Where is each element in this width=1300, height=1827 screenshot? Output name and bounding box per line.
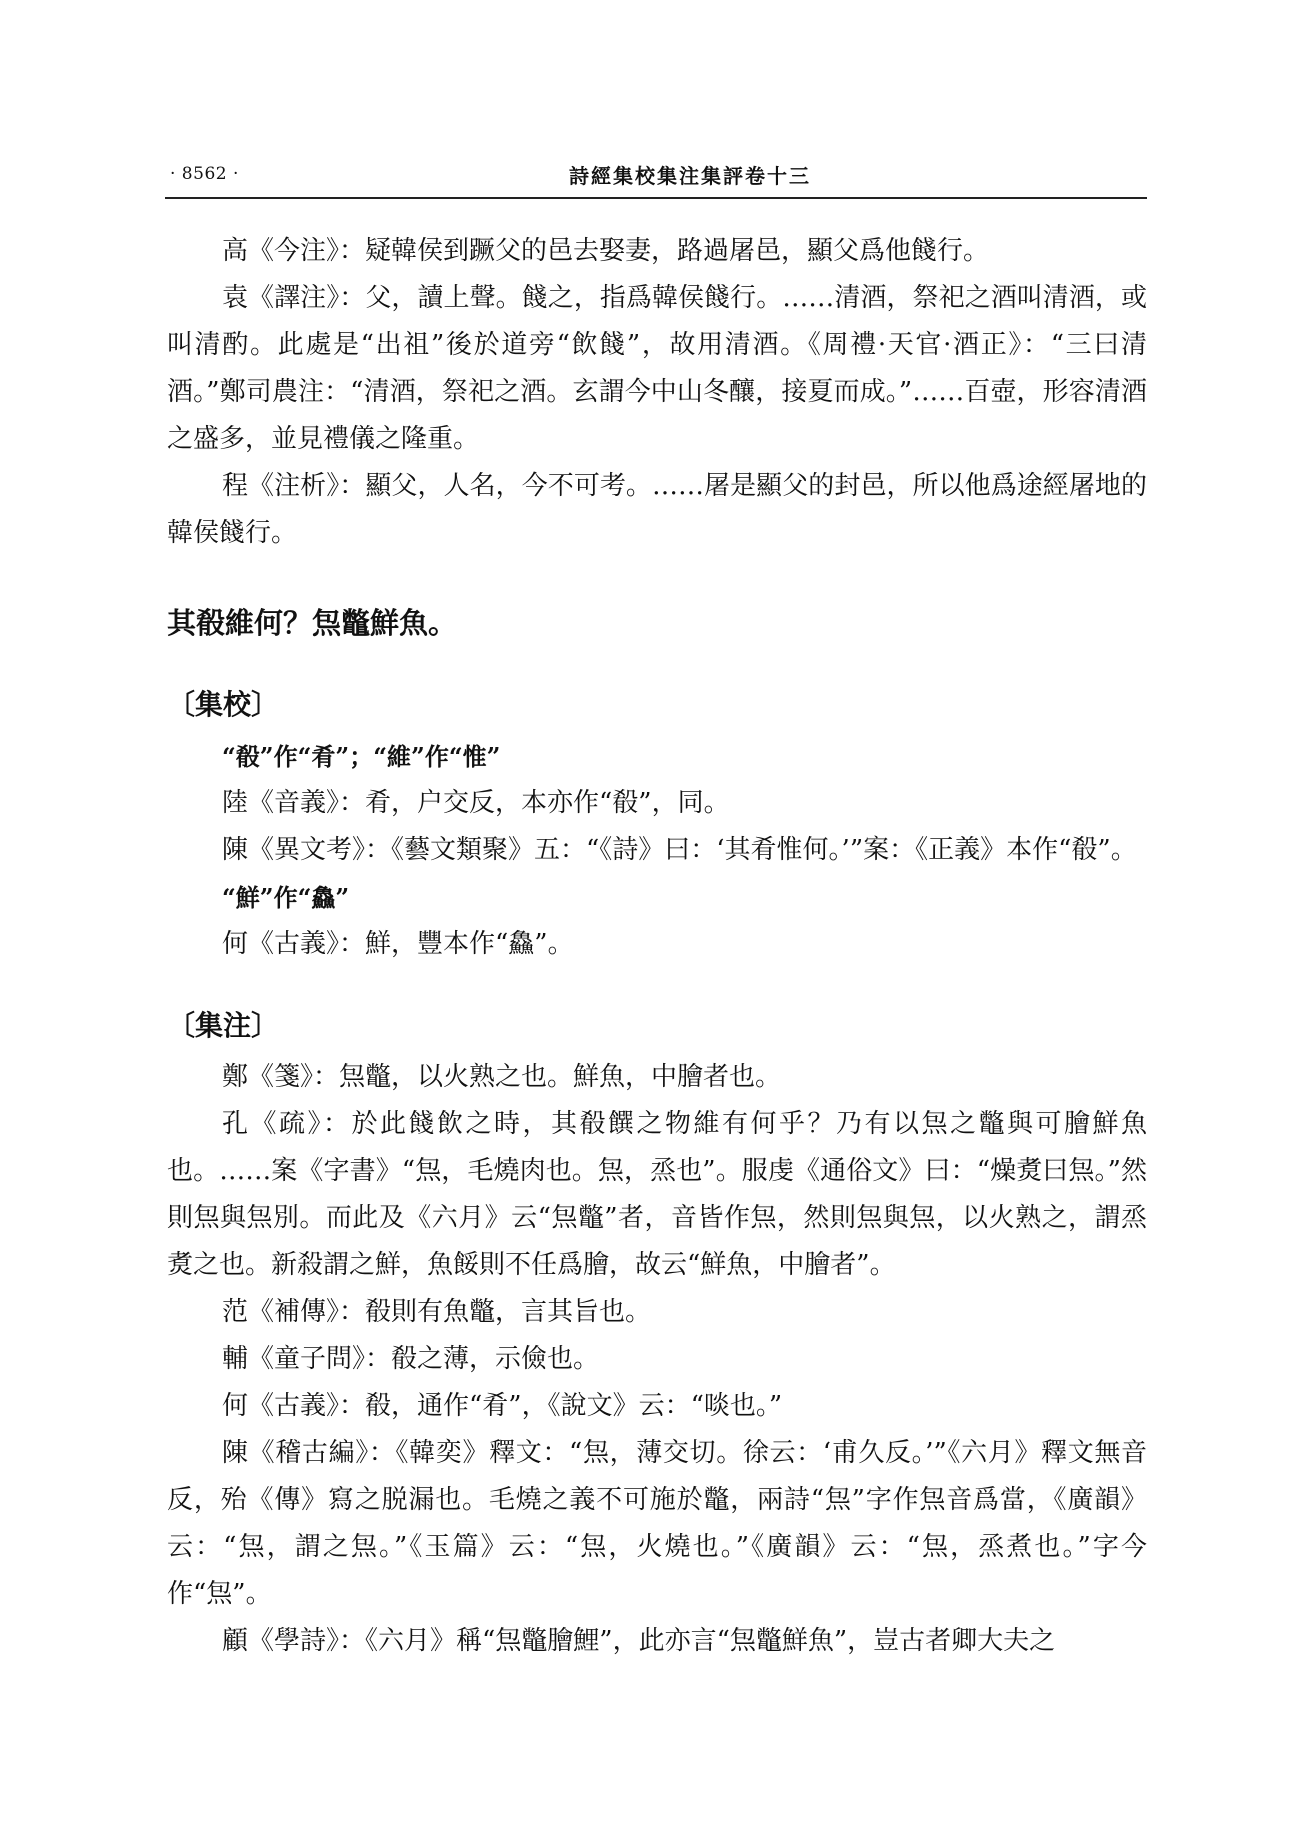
collation-paragraph: 陸《音義》：肴，户交反，本亦作“殽”，同。 — [222, 788, 730, 818]
page-number: · 8562 · — [170, 164, 239, 184]
collation-paragraph: 陳《異文考》：《藝文類聚》五：“《詩》曰：‘其肴惟何。’”案：《正義》本作“殽”。 — [222, 835, 1137, 865]
commentary-paragraph: 孔《疏》：於此餞飲之時，其殽饌之物維有何乎？乃有以炰之鼈與可膾鮮魚也。……案《字書》“炰，毛燒肉也。炰，烝也”。服虔《通俗文》曰：“燥煑曰炰。”然則炰與炰別。而此及《六月》云“炰鼈”者，音皆作炰，然則炰與炰，以火熟之，謂烝煑之也。新殺謂之鮮，魚餒則不任爲膾，故云“鮮魚，中膾者”。 — [167, 1109, 1147, 1280]
section-title-jixiao: 〔集校〕 — [167, 688, 280, 721]
commentary-paragraph: 鄭《箋》：炰鼈，以火熟之也。鮮魚，中膾者也。 — [222, 1062, 782, 1092]
header-rule — [165, 197, 1147, 199]
page-header — [170, 160, 1147, 196]
section-title-jizhu: 〔集注〕 — [167, 1009, 280, 1042]
body-text — [167, 228, 1147, 1665]
collation-paragraph: 何《古義》：鮮，豐本作“鱻”。 — [222, 929, 574, 959]
commentary-paragraph: 輔《童子問》：殽之薄，示儉也。 — [222, 1344, 600, 1374]
intro-paragraph: 高《今注》：疑韓侯到蹶父的邑去娶妻，路過屠邑，顯父爲他餞行。 — [222, 236, 990, 266]
intro-paragraph: 袁《譯注》：父，讀上聲。餞之，指爲韓侯餞行。……清酒，祭祀之酒叫清酒，或叫清酌。此處是“出祖”後於道旁“飲餞”，故用清酒。《周禮·天官·酒正》：“三曰清酒。”鄭司農注：“清酒，祭祀之酒。玄謂今中山冬釀，接夏而成。”……百壺，形容清酒之盛多，並見禮儀之隆重。 — [167, 283, 1147, 454]
commentary-paragraph: 范《補傳》：殽則有魚鼈，言其旨也。 — [222, 1297, 652, 1327]
collation-heading: “殽”作“肴”；“維”作“惟” — [222, 742, 501, 771]
verse-heading: 其殽維何？炰鼈鮮魚。 — [167, 606, 458, 640]
running-title: 詩經集校集注集評卷十三 — [569, 164, 811, 188]
commentary-paragraph: 陳《稽古編》：《韓奕》釋文：“炰，薄交切。徐云：‘甫久反。’”《六月》釋文無音反，殆《傳》寫之脱漏也。毛燒之義不可施於鼈，兩詩“炰”字作炰音爲當，《廣韻》云：“炰，謂之炰。”《玉篇》云：“炰，火燒也。”《廣韻》云：“炰，烝煮也。”字今作“炰”。 — [167, 1438, 1147, 1609]
commentary-paragraph: 何《古義》：殽，通作“肴”，《說文》云：“啖也。” — [222, 1391, 783, 1421]
commentary-paragraph: 顧《學詩》：《六月》稱“炰鼈膾鯉”，此亦言“炰鼈鮮魚”，豈古者卿大夫之 — [222, 1626, 1056, 1656]
intro-paragraph: 程《注析》：顯父，人名，今不可考。……屠是顯父的封邑，所以他爲途經屠地的韓侯餞行。 — [167, 471, 1147, 548]
collation-heading: “鮮”作“鱻” — [222, 883, 350, 912]
